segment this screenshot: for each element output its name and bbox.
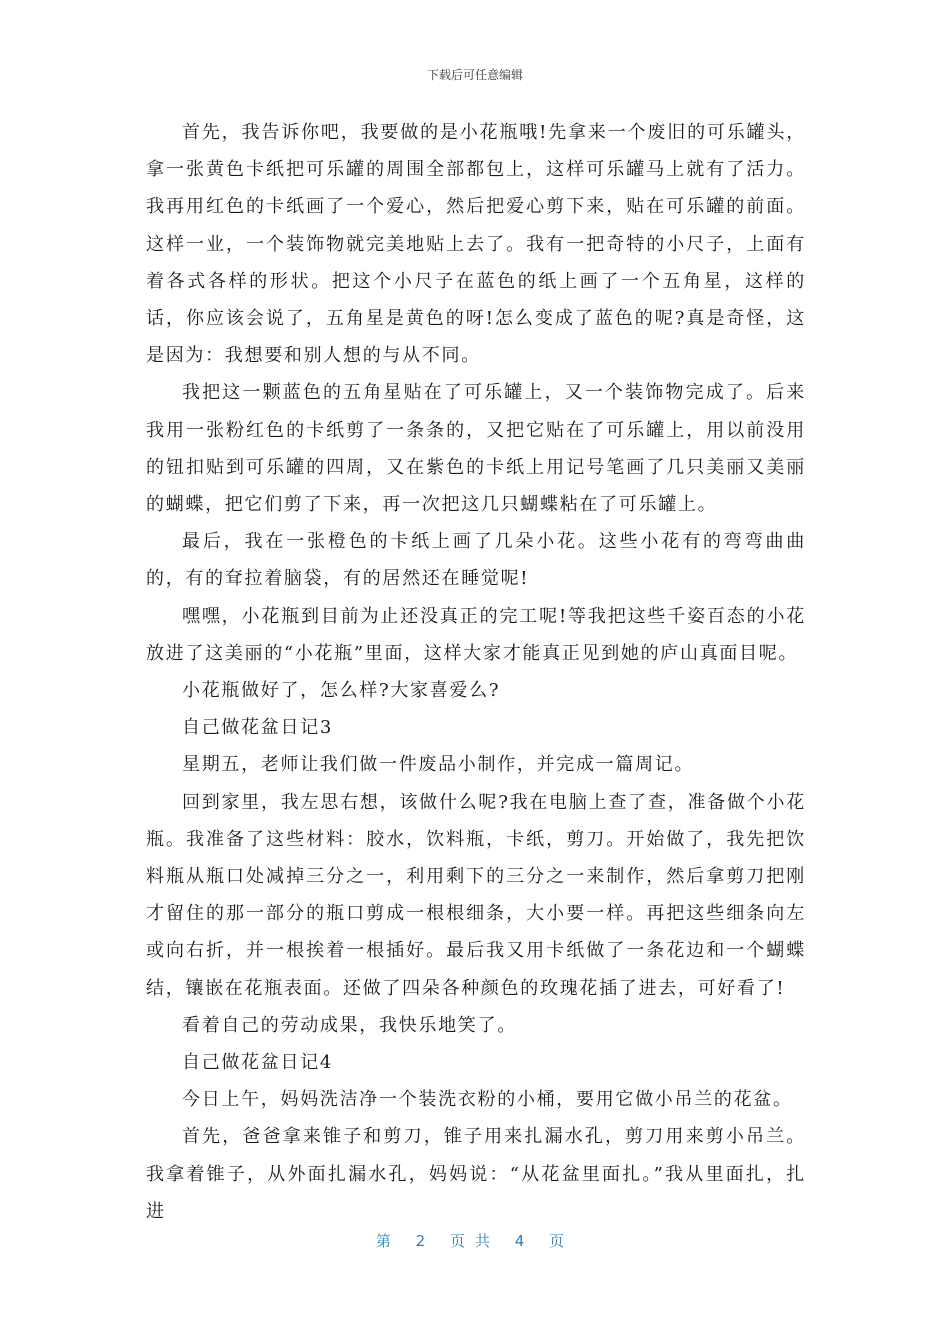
section-heading: 自己做花盆日记4 (182, 1052, 334, 1074)
paragraph: 小花瓶做好了，怎么样?大家喜爱么? (182, 680, 501, 702)
page-header: 下载后可任意编辑 (426, 68, 523, 82)
paragraph: 回到家里，我左思右想，该做什么呢?我在电脑上查了查，准备做个小花瓶。我准备了这些材料：胶水，饮料瓶，卡纸，剪刀。开始做了，我先把饮料瓶从瓶口处减掉三分之一，利用剩下的三分之一来制作，然后拿剪刀把刚才留住的那一部分的瓶口剪成一根根细条，大小要一样。再把这些细条向左或向右折，并一根挨着一根插好。最后我又用卡纸做了一条花边和一个蝴蝶结，镶嵌在花瓶表面。还做了四朵各种颜色的玫瑰花插了进去，可好看了! (146, 791, 806, 999)
paragraph: 看着自己的劳动成果，我快乐地笑了。 (182, 1014, 517, 1036)
paragraph: 嘿嘿，小花瓶到目前为止还没真正的完工呢!等我把这些千姿百态的小花放进了这美丽的“小花瓶”里面，这样大家才能真正见到她的庐山真面目呢。 (146, 605, 806, 664)
paragraph: 星期五，老师让我们做一件废品小制作，并完成一篇周记。 (182, 754, 695, 776)
document-body (146, 114, 806, 1230)
page-number: 第 2 页共 4 页 (375, 1232, 575, 1250)
paragraph: 最后，我在一张橙色的卡纸上画了几朵小花。这些小花有的弯弯曲曲的，有的耷拉着脑袋，有的居然还在睡觉呢! (146, 531, 806, 590)
paragraph: 首先，我告诉你吧，我要做的是小花瓶哦!先拿来一个废旧的可乐罐头，拿一张黄色卡纸把可乐罐的周围全部都包上，这样可乐罐马上就有了活力。我再用红色的卡纸画了一个爱心，然后把爱心剪下来，贴在可乐罐的前面。这样一业，一个装饰物就完美地贴上去了。我有一把奇特的小尺子，上面有着各式各样的形状。把这个小尺子在蓝色的纸上画了一个五角星，这样的话，你应该会说了，五角星是黄色的呀!怎么变成了蓝色的呢?真是奇怪，这是因为：我想要和别人想的与从不同。 (146, 122, 806, 367)
paragraph: 我把这一颗蓝色的五角星贴在了可乐罐上，又一个装饰物完成了。后来我用一张粉红色的卡纸剪了一条条的，又把它贴在了可乐罐上，用以前没用的钮扣贴到可乐罐的四周，又在紫色的卡纸上用记号笔画了几只美丽又美丽的蝴蝶，把它们剪了下来，再一次把这几只蝴蝶粘在了可乐罐上。 (146, 382, 806, 516)
section-heading: 自己做花盆日记3 (182, 717, 334, 739)
paragraph: 今日上午，妈妈洗洁净一个装洗衣粉的小桶，要用它做小吊兰的花盆。 (182, 1089, 793, 1111)
paragraph: 首先，爸爸拿来锥子和剪刀，锥子用来扎漏水孔，剪刀用来剪小吊兰。我拿着锥子，从外面扎漏水孔，妈妈说：“从花盆里面扎。”我从里面扎，扎进 (146, 1126, 806, 1222)
